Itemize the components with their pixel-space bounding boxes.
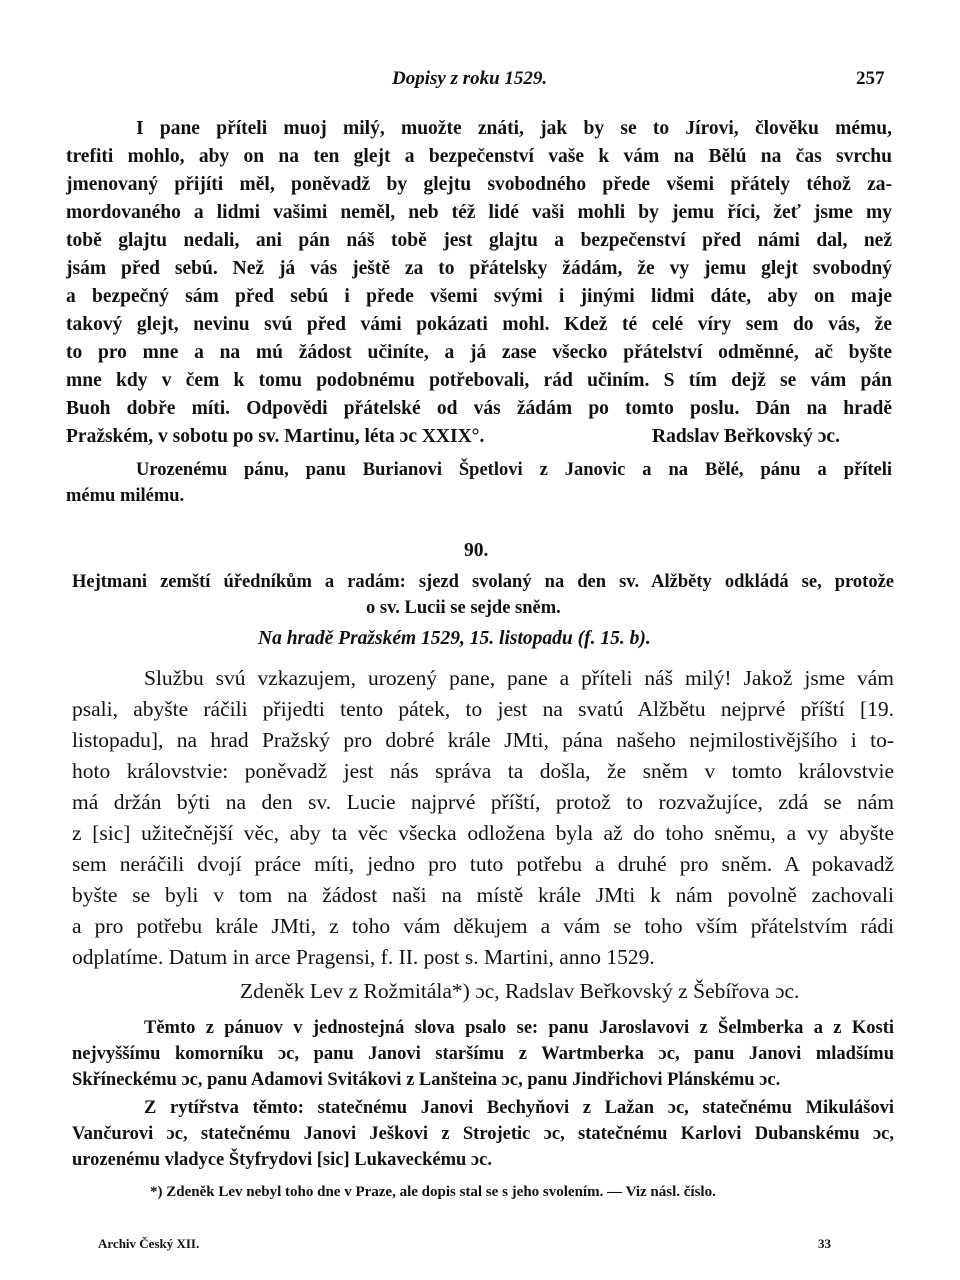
signature-mark: 33 (818, 1236, 831, 1251)
letter-90-line: má držán býti na den sv. Lucie najprvé příští, protož to rozvažujíce, zdá se nám (72, 790, 894, 814)
letter-89-line: tobě glajtu nedali, ani pán náš tobě jest glajtu a bezpečenství před námi dal, než (66, 230, 892, 251)
letter-89-line: jmenovaný přijíti měl, poněvadž by glejtu svobodného přede všemi přátely téhož za- (66, 174, 892, 195)
letter-90-line: a pro potřebu krále JMti, z toho vám děkujem a vám se toho vším přátelstvím rádi (72, 914, 894, 938)
letter-89-closing-date: Pražském, v sobotu po sv. Martinu, léta ɔc XXIX°. (66, 426, 485, 447)
letter-summary-line: o sv. Lucii se sejde sněm. (366, 598, 561, 618)
page-number: 257 (856, 68, 885, 89)
letter-90-line: sem neráčili dvojí práce míti, jedno pro tuto potřebu a druhé pro sněm. A pokavadž (72, 852, 894, 876)
letter-89-line: mordovaného a lidmi vašimi neměl, neb též lidé vaši mohli by jemu říci, žeť jsme my (66, 202, 892, 223)
letter-90-line: hoto královstvie: poněvadž jest nás správa ta došla, že sněm v tomto královstvie (72, 759, 894, 783)
letter-89-line: Buoh dobře míti. Odpovědi přátelské od vás žádám po tomto poslu. Dán na hradě (66, 398, 892, 419)
letter-89-address-line: mému milému. (66, 486, 185, 506)
letter-89-signature: Radslav Beřkovský ɔc. (652, 426, 840, 447)
letter-summary-line: Hejtmani zemští úředníkům a radám: sjezd svolaný na den sv. Alžběty odkládá se, protože (72, 572, 894, 592)
footnote: *) Zdeněk Lev nebyl toho dne v Praze, ale dopis stal se s jeho svolením. — Viz násl. číslo. (150, 1184, 716, 1200)
letter-89-line: to pro mne a na mú žádost učiníte, a já zase všecko přátelství odměnné, ač byšte (66, 342, 892, 363)
recipients-line: Těmto z pánuov v jednostejná slova psalo se: panu Jaroslavovi z Šelmberka a z Kosti (144, 1018, 894, 1038)
letter-90-line: listopadu], na hrad Pražský pro dobré krále JMti, pána našeho nejmilostivějšího i to- (72, 728, 894, 752)
letter-90-signatures: Zdeněk Lev z Rožmitála*) ɔc, Radslav Beřkovský z Šebířova ɔc. (240, 979, 800, 1003)
letter-90-line: byšte se byli v tom na žádost naši na místě krále JMti k nám povolně zachovali (72, 883, 894, 907)
recipients-line: nejvyššímu komorníku ɔc, panu Janovi staršímu z Wartmberka ɔc, panu Janovi mladšímu (72, 1044, 894, 1064)
letter-89-line: a bezpečný sám před sebú i přede všemi svými i jinými lidmi dáte, aby on maje (66, 286, 892, 307)
letter-90-line: odplatíme. Datum in arce Pragensi, f. II. post s. Martini, anno 1529. (72, 945, 655, 969)
letter-89-line: takový glejt, nevinu svú před vámi pokázati mohl. Kdež té celé víry sem do vás, že (66, 314, 892, 335)
letter-90-line: Službu svú vzkazujem, urozený pane, pane a příteli náš milý! Jakož jsme vám (144, 666, 894, 690)
letter-89-address-line: Urozenému pánu, panu Burianovi Špetlovi z Janovic a na Bělé, pánu a příteli (136, 460, 892, 480)
letter-89-line: trefiti mohlo, aby on na ten glejt a bezpečenství vaše k vám na Bělú na čas svrchu (66, 146, 892, 167)
recipients-line: Skříneckému ɔc, panu Adamovi Svitákovi z Lanšteina ɔc, panu Jindřichovi Plánskému ɔc. (72, 1070, 781, 1090)
recipients-line: Vančurovi ɔc, statečnému Janovi Ješkovi z Strojetic ɔc, statečnému Karlovi Dubanskému ɔc, (72, 1124, 894, 1144)
letter-dateline: Na hradě Pražském 1529, 15. listopadu (f. 15. b). (258, 628, 651, 649)
running-title: Dopisy z roku 1529. (392, 68, 548, 89)
recipients-line: urozenému vladyce Štyfrydovi [sic] Lukaveckému ɔc. (72, 1150, 492, 1170)
letter-89-line: jsám před sebú. Než já vás ještě za to přátelsky žádám, že vy jemu glejt svobodný (66, 258, 892, 279)
volume-title: Archiv Český XII. (98, 1236, 200, 1251)
recipients-line: Z rytířstva těmto: statečnému Janovi Bechyňovi z Lažan ɔc, statečnému Mikulášovi (144, 1098, 894, 1118)
letter-number: 90. (464, 540, 489, 561)
letter-90-line: psali, abyšte ráčili přijedti tento pátek, to jest na svatú Alžbětu nejprvé příští [19. (72, 697, 894, 721)
letter-90-line: z [sic] užitečnější věc, aby ta věc všecka odložena byla až do toho sněmu, a vy abyšte (72, 821, 894, 845)
letter-89-line: mne kdy v čem k tomu podobnému potřebovali, rád učiním. S tím dejž se vám pán (66, 370, 892, 391)
letter-89-line: I pane příteli muoj milý, muožte znáti, jak by se to Jírovi, člověku mému, (136, 118, 892, 139)
